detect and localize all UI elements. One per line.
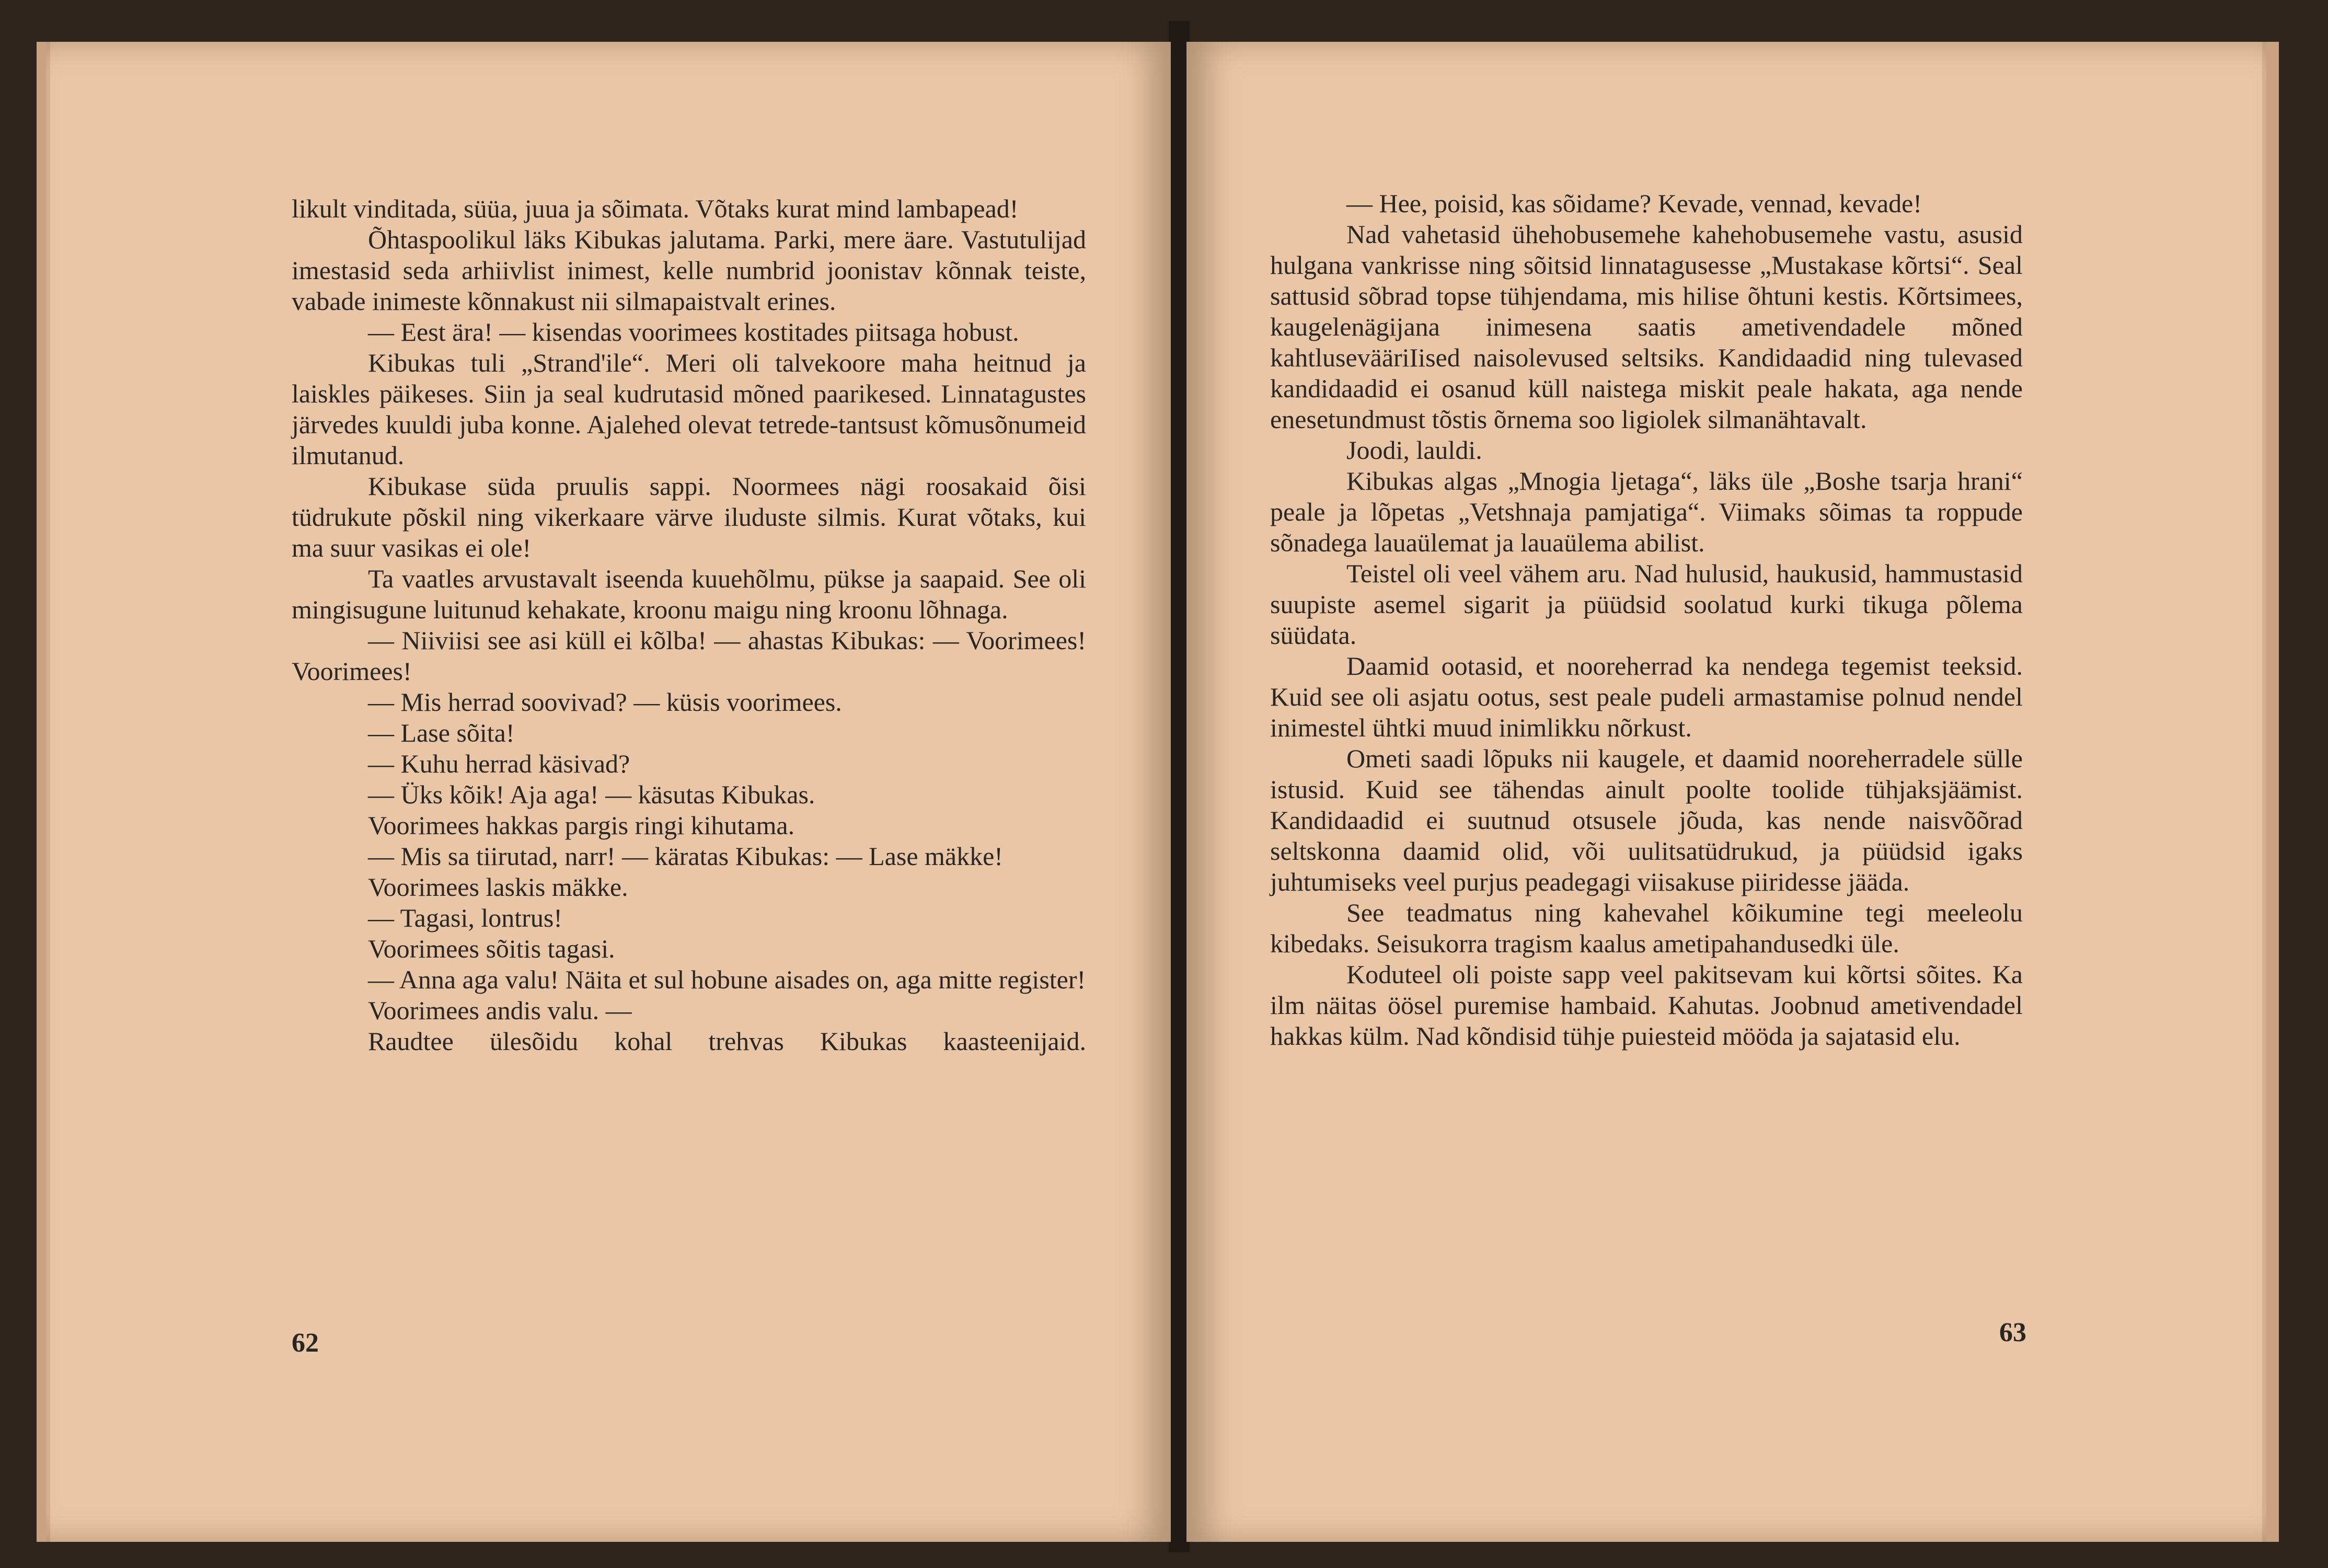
left-page-text <box>292 193 1086 1057</box>
right-page <box>1186 42 2279 1542</box>
paragraph: Ometi saadi lõpuks nii kaugele, et daamid nooreherradele sülle istusid. Kuid see tähendas ainult poolte toolide tühjaksjäämist. Kandidaadid ei suutnud otsusele jõuda, kas nende naisvõõrad seltskonna daamid olid, või uulitsatüdrukud, ja püüdsid igaks juhtumiseks veel purjus peadegagi viisakuse piiridesse jääda. <box>1270 744 2023 896</box>
paragraph: Kibukase süda pruulis sappi. Noormees nägi roosakaid õisi tüdrukute põskil ning vikerkaare värve iluduste silmis. Kurat võtaks, kui ma suur vasikas ei ole! <box>292 471 1086 562</box>
paragraph: See teadmatus ning kahevahel kõikumine tegi meeleolu kibedaks. Seisukorra tragism kaalus ametipahandusedki üle. <box>1270 898 2023 958</box>
paragraph: Voorimees laskis mäkke. <box>368 872 628 902</box>
paragraph: Nad vahetasid ühehobusemehe kahehobusemehe vastu, asusid hulgana vankrisse ning sõitsid linnatagusesse „Mustakase kõrtsi“. Seal sattusid sõbrad topse tühjendama, mis hilise õhtuni kestis. Kõrtsimees, kaugelenägijana inimesena saatis ametivendadele mõned kahtlusevääriIised naisolevused seltsiks. Kandidaadid ning tulevased kandidaadid ei osanud küll naistega miskit peale hakata, aga nende enesetundmust tõstis õrnema soo ligiolek silmanähtavalt. <box>1270 220 2023 434</box>
paragraph: — Kuhu herrad käsivad? <box>368 749 630 778</box>
page-number: 63 <box>1999 1318 2026 1347</box>
paragraph: — Anna aga valu! Näita et sul hobune aisades on, aga mitte register! <box>368 965 1086 994</box>
paragraph: Voorimees andis valu. — <box>368 996 632 1025</box>
paragraph: — Üks kõik! Aja aga! — käsutas Kibukas. <box>368 780 815 809</box>
paragraph: Teistel oli veel vähem aru. Nad hulusid, haukusid, hammustasid suupiste asemel sigarit ja püüdsid soolatud kurki tikuga põlema süüdata. <box>1270 559 2023 650</box>
paragraph: likult vinditada, süüa, juua ja sõimata. Võtaks kurat mind lambapead! <box>292 194 1019 223</box>
paragraph: Kibukas tuli „Strand'ile“. Meri oli talvekoore maha heitnud ja laiskles päikeses. Siin ja seal kudrutasid mõned paarikesed. Linnatagustes järvedes kuuldi juba konne. Ajalehed olevat tetrede-tantsust kõmusõnumeid ilmutanud. <box>292 348 1086 470</box>
left-page <box>37 42 1171 1542</box>
paragraph: Voorimees sõitis tagasi. <box>368 934 615 963</box>
page-number: 62 <box>292 1328 319 1358</box>
paragraph: Õhtaspoolikul läks Kibukas jalutama. Parki, mere äare. Vastutulijad imestasid seda arhiivlist inimest, kelle numbrid joonistav kõnnak teiste, vabade inimeste kõnnakust nii silmapaistvalt erines. <box>292 225 1086 316</box>
paragraph: Voorimees hakkas pargis ringi kihutama. <box>368 811 795 840</box>
paragraph: — Mis sa tiirutad, narr! — käratas Kibukas: — Lase mäkke! <box>368 841 1003 871</box>
paragraph: Ta vaatles arvustavalt iseenda kuuehõlmu, pükse ja saapaid. See oli mingisugune luitunud kehakate, kroonu maigu ning kroonu lõhnaga. <box>292 564 1086 624</box>
paragraph: Koduteel oli poiste sapp veel pakitsevam kui kõrtsi sõites. Ka ilm näitas öösel puremise hambaid. Kahutas. Joobnud ametivendadel hakkas külm. Nad kõndisid tühje puiesteid mööda ja sajatasid elu. <box>1270 960 2023 1051</box>
paragraph: Raudtee ülesõidu kohal trehvas Kibukas kaasteenijaid. <box>368 1027 1086 1056</box>
right-page-text <box>1270 188 2023 1052</box>
paragraph: — Tagasi, lontrus! <box>368 903 562 932</box>
paragraph: — Mis herrad soovivad? — küsis voorimees. <box>368 687 842 717</box>
paragraph: — Hee, poisid, kas sõidame? Kevade, vennad, kevade! <box>1346 189 1922 218</box>
paragraph: Kibukas algas „Mnogia ljetaga“, läks üle „Boshe tsarja hrani“ peale ja lõpetas „Vetshnaja pamjatiga“. Viimaks sõimas ta roppude sõnadega lauaülemat ja lauaülema abilist. <box>1270 466 2023 557</box>
paragraph: — Niiviisi see asi küll ei kõlba! — ahastas Kibukas: — Voorimees! Voorimees! <box>292 626 1086 686</box>
paragraph: — Lase sõita! <box>368 718 515 747</box>
paragraph: Daamid ootasid, et nooreherrad ka nendega tegemist teeksid. Kuid see oli asjatu ootus, sest peale pudeli armastamise polnud nendel inimestel ühtki muud inimlikku nõrkust. <box>1270 651 2023 742</box>
paragraph: Joodi, lauldi. <box>1346 435 1482 465</box>
paragraph: — Eest ära! — kisendas voorimees kostitades piitsaga hobust. <box>368 317 1019 347</box>
